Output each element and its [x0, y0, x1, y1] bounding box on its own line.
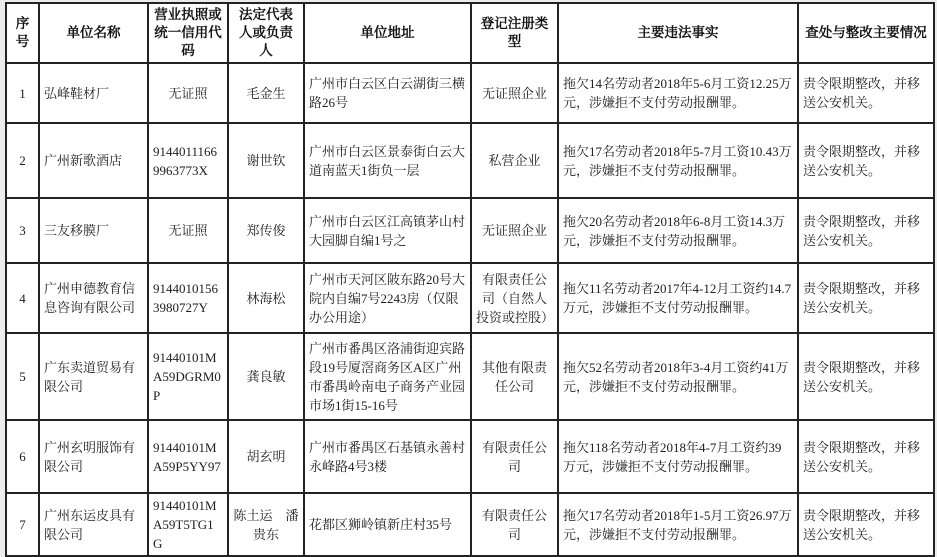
table-row	[6, 420, 934, 493]
cell-address: 广州市白云区白云湖街三横路26号	[304, 63, 471, 123]
cell-address: 广州市番禺区石基镇永善村永峰路4号3楼	[304, 420, 471, 493]
table-row	[6, 198, 934, 263]
cell-seq: 7	[6, 493, 39, 556]
cell-action: 责令限期整改，并移送公安机关。	[798, 420, 934, 493]
col-header-address: 单位地址	[304, 3, 471, 63]
cell-license: 91440111669963773X	[148, 123, 228, 198]
cell-facts: 拖欠17名劳动者2018年1-5月工资26.97万元，涉嫌拒不支付劳动报酬罪。	[558, 493, 798, 556]
cell-representative: 胡玄明	[228, 420, 304, 493]
cell-seq: 1	[6, 63, 39, 123]
cell-unit-name: 弘峰鞋材厂	[39, 63, 148, 123]
cell-representative: 郑传俊	[228, 198, 304, 263]
cell-address: 广州市天河区陂东路20号大院内自编7号2243房（仅限办公用途）	[304, 263, 471, 333]
cell-reg-type: 有限责任公司	[471, 493, 558, 556]
violation-table	[5, 2, 935, 557]
col-header-seq: 序号	[6, 3, 39, 63]
cell-seq: 3	[6, 198, 39, 263]
cell-action: 责令限期整改，并移送公安机关。	[798, 263, 934, 333]
cell-unit-name: 广东卖道贸易有限公司	[39, 333, 148, 420]
cell-seq: 4	[6, 263, 39, 333]
cell-representative: 毛金生	[228, 63, 304, 123]
cell-license: 91440101563980727Y	[148, 263, 228, 333]
cell-license: 91440101MA59DGRM0P	[148, 333, 228, 420]
cell-address: 花都区狮岭镇新庄村35号	[304, 493, 471, 556]
cell-facts: 拖欠11名劳动者2017年4-12月工资约14.7万元，涉嫌拒不支付劳动报酬罪。	[558, 263, 798, 333]
cell-reg-type: 无证照企业	[471, 63, 558, 123]
cell-facts: 拖欠118名劳动者2018年4-7月工资约39万元，涉嫌拒不支付劳动报酬罪。	[558, 420, 798, 493]
cell-representative: 谢世钦	[228, 123, 304, 198]
table-row	[6, 123, 934, 198]
cell-license: 无证照	[148, 63, 228, 123]
col-header-license: 营业执照或统一信用代码	[148, 3, 228, 63]
cell-seq: 2	[6, 123, 39, 198]
cell-action: 责令限期整改，并移送公安机关。	[798, 63, 934, 123]
cell-reg-type: 私营企业	[471, 123, 558, 198]
cell-unit-name: 广州东运皮具有限公司	[39, 493, 148, 556]
table-row	[6, 263, 934, 333]
col-header-representative: 法定代表人或负责人	[228, 3, 304, 63]
cell-representative: 龚良敏	[228, 333, 304, 420]
cell-action: 责令限期整改，并移送公安机关。	[798, 333, 934, 420]
cell-unit-name: 三友移膜厂	[39, 198, 148, 263]
cell-reg-type: 有限责任公司（自然人投资或控股）	[471, 263, 558, 333]
cell-facts: 拖欠52名劳动者2018年3-4月工资约41万元，涉嫌拒不支付劳动报酬罪。	[558, 333, 798, 420]
cell-reg-type: 有限责任公司	[471, 420, 558, 493]
cell-unit-name: 广州新歌酒店	[39, 123, 148, 198]
cell-reg-type: 其他有限责任公司	[471, 333, 558, 420]
cell-representative: 陈土运 潘贵东	[228, 493, 304, 556]
cell-action: 责令限期整改，并移送公安机关。	[798, 198, 934, 263]
cell-action: 责令限期整改，并移送公安机关。	[798, 123, 934, 198]
col-header-action: 查处与整改主要情况	[798, 3, 934, 63]
cell-license: 91440101MA59P5YY97	[148, 420, 228, 493]
cell-unit-name: 广州申德教育信息咨询有限公司	[39, 263, 148, 333]
table-row	[6, 63, 934, 123]
col-header-reg-type: 登记注册类型	[471, 3, 558, 63]
cell-address: 广州市番禺区洛浦街迎宾路段19号厦滘商务区A区广州市番禺岭南电子商务产业园市场1街15-16号	[304, 333, 471, 420]
cell-facts: 拖欠20名劳动者2018年6-8月工资14.3万元，涉嫌拒不支付劳动报酬罪。	[558, 198, 798, 263]
cell-seq: 5	[6, 333, 39, 420]
cell-action: 责令限期整改，并移送公安机关。	[798, 493, 934, 556]
cell-representative: 林海松	[228, 263, 304, 333]
cell-address: 广州市白云区江高镇茅山村大园脚自编1号之	[304, 198, 471, 263]
cell-license: 无证照	[148, 198, 228, 263]
col-header-facts: 主要违法事实	[558, 3, 798, 63]
cell-address: 广州市白云区景泰街白云大道南蓝天1街负一层	[304, 123, 471, 198]
table-row	[6, 333, 934, 420]
table-row	[6, 493, 934, 556]
cell-facts: 拖欠14名劳动者2018年5-6月工资12.25万元，涉嫌拒不支付劳动报酬罪。	[558, 63, 798, 123]
cell-license: 91440101MA59T5TG1G	[148, 493, 228, 556]
cell-seq: 6	[6, 420, 39, 493]
cell-unit-name: 广州玄明服饰有限公司	[39, 420, 148, 493]
cell-reg-type: 无证照企业	[471, 198, 558, 263]
header-row	[6, 3, 934, 63]
cell-facts: 拖欠17名劳动者2018年5-7月工资10.43万元，涉嫌拒不支付劳动报酬罪。	[558, 123, 798, 198]
col-header-unit-name: 单位名称	[39, 3, 148, 63]
